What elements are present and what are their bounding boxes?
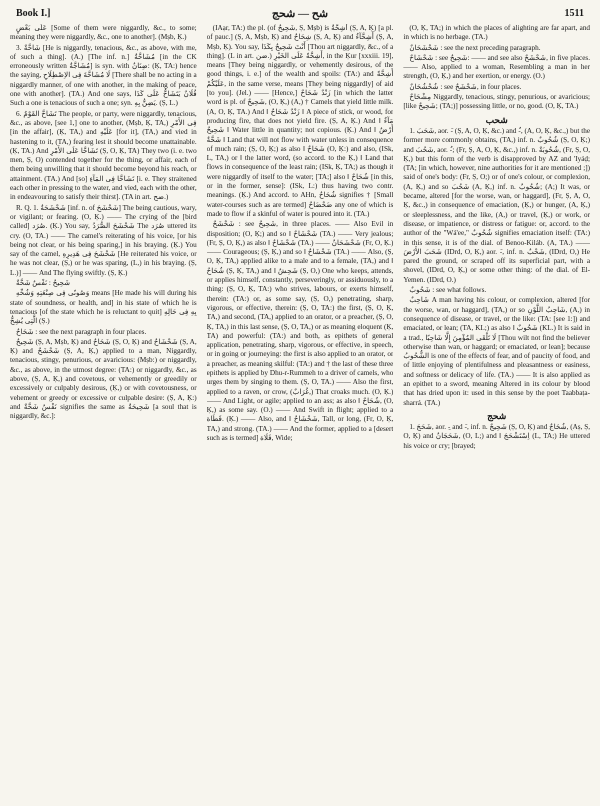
entry-paragraph: شَحْشَحَانٌ : see the next preceding paragraph. xyxy=(409,43,541,52)
root-heading: شح — شحج xyxy=(271,8,329,20)
entry-paragraph: شُحْشُحَانٌ : see شَحْشَحٌ, in four places. xyxy=(409,82,522,91)
entry-paragraph: شَحَاحٌ : see the next paragraph in four places. xyxy=(16,327,147,336)
entry-paragraph: شَحْشَحٌ : see شَحِيحٌ, in three places. —— Also Evil in disposition; (O, Ḳ;) and so ‖ شَحْشَاحٌ (TA.) —— Very jealous; (Fr, Ṣ, O, Ḳ,) as also ‖ شَحْشَاحٌ (TA.) —— شَحْشَحَانٌ (Fr, O, Ḳ.) —— Courageous; (Ṣ, Ḳ,) and so ‖ شَحْشَاحٌ (TA.) —— Also, (Ṣ, O, Ḳ, TA,) applied alike to a male and to a female, (TA,) and ‖ شُحَاحٌ (Ṣ, Ḳ, TA,) and ‖ شَحِشٌ (Ṣ, O,) One who keeps, attends, or applies himself, constantly, perseveringly, or assiduously, to a thing: (Ṣ, O, Ḳ, TA:) who strives, labours, or exerts himself, therein: (TA:) or, as some say, (Ṣ, O,) penetrating, sharp, vigorous, or effective, therein: (Ṣ, O, TA:) the first, (Ṣ, O, Ḳ, TA,) and second, (TA,) applied to an orator, or a preacher, (Ṣ, O, Ḳ, TA,) in this last sense, (Ṣ, O, TA,) or as meaning eloquent (Ḳ, TA) and powerful: (TA:) and both, as epithets of general application, penetrating, sharp, vigorous, or effective, in speech, or in going or journeying: the first is also applied to an orator, or a preacher, as meaning skilful: (TA:) and † the last of these three epithets is applied by Dhu-r-Rummeh to a driver of camels, who urges them by singing to them. (Ṣ, O, TA.) —— Also the first, applied to a raven, or crow, (غُرَابٌ,) That croaks much. (O, Ḳ.) —— And Light, or agile; applied to an ass; as also ‖ شُحَاحٌ, (O, Ḳ,) as some say. (O.) —— And Swift in flight; applied to a قَطَاة. (Ḳ.) —— Also, and ‖ شَحْشَاحٌ, Tall, or long, (Fr, O, Ḳ, TA,) and strong. (TA.) —— And the former, applied to a [desert such as is termed] فَلَاة, Wide; xyxy=(206,220,394,443)
entry-paragraph: 1. شَحَجَ, aor. ‑ِ and ‑َ, inf. n. شَحِيجٌ (Ṣ, O, Ḳ) and شُحَاجٌ, (Aṣ, Ṣ, O, Ḳ) and شَحَجَانٌ, (O, L;) and ‖ اِسْتَشْحَجَ (L, TA;) He uttered his voice or cry; [brayed; xyxy=(403,423,591,450)
root-heading: شحج xyxy=(487,410,507,421)
entry-paragraph: ﻋَﻠَﻰ ﺑَﻌْﺾٍ [Some of them were niggardly, &c., to some; meaning they were niggardly, &c., one to another]. (Mṣb, Ḳ.) xyxy=(10,24,197,42)
entry-paragraph: 6. تَشَاحَّ القَوْمُ The people, or party, were niggardly, tenacious, &c., as above, [see 1,] one to another, (Mṣb, Ḳ, TA,) فِى الأَمْرِ [in the affair], (Ḳ, TA,) and عَلَيْهِ [for it], (TA,) and vied in hastening to it, (TA,) fearing lest it should become unattainable. (Ḳ, TA.) And تَشَاحَّا عَلَى الأَمْرِ (Ṣ, O, Ḳ, TA) They two (i. e. two men, Ṣ, O) contended together for the thing, or affair, each of them being unwilling that it should become beyond his reach, or attainment. (TA.) And [so] تَشَاحَّا فِى المَآءِ [i. e. They straitened each other in pressing to the water, and vied, each with the other, in endeavouring to satisfy their thirst]. (TA in art. ضح.) xyxy=(10,109,197,202)
entry-paragraph: R. Q. 1. شَحْشَحَةٌ [inf. n. of شَحْشَحَ] The being cautious, wary, or vigilant; or fearing. (O, Ḳ.) —— The crying of the [bird called] صُرَد. (Ḳ.) You say, شَحْشَحَ الصُّرَدُ The صُرَد uttered its cry. (O, TA.) —— The camel's reiterating of his voice, [or his being not clear, or his being sparing,] in his braying. (Ḳ.) You say of the camel, شَحْشَحَ فِى هَدِيرِهِ [He reiterated his voice, or he was not clear, (Ṣ,) or he was sparing, (L,) in his braying. (Ṣ, L.)] —— And The flying swiftly. (Ṣ, Ḳ.) xyxy=(10,203,197,277)
page-header xyxy=(10,6,590,22)
entry-paragraph: (O, Ḳ, TA;) in which the places of alighting are far apart, and in which is no herbage. (TA.) xyxy=(403,24,591,42)
entry-paragraph: 1. شَحَبَ, aor. ‑َ (Ṣ, A, O, Ḳ, &c.) and ‑ُ, (A, O, Ḳ, &c.,) but the former more commonly obtains, (TA,) inf. n. شُحُوبٌ (Ṣ, O, Ḳ;) and شَحُبَ, aor. ‑ُ; (Fr, Ṣ, A, O, Ḳ, &c.,) inf. n. شُحُوبَةٌ, (Fr, Ṣ, O, Ḳ,) but this form of the verb is disapproved by AZ and 'Iyáḍ; (TA; [in which, however, nine authorities for it are mentioned ;]) said of one's body: (Fr, Ṣ, O;) or of one's colour, or complexion, (A, Ḳ,) and so شَحُبَ (A, Ḳ,) inf. n. شُحُوبٌ; (A;) It was, or became, altered [for the worse, wan, or haggard], (Fr, Ṣ, A, O, Ḳ, &c.,) in consequence of emaciation, (Ḳ,) or hunger, (A, Ḳ,) or sleeplessness, and the like, (A,) or travel, (Ḳ,) or work, or disease, or impatience, or distress or fatigue: or, accord. to the author of the "Wá'ee," شُحُوبٌ signifies emaciation itself: (TA:) in this sense, it is of the dial. of Benoo-Kiláb. (A, TA.) —— شَحَبَ الأَرْضَ (IDrd, O, Ḳ,) aor. ‑َ, inf. n. شَحْبٌ, (IDrd, O,) He pared the ground, or scraped off its superficial part, with a shovel, (IDrd, O, Ḳ,) or some other thing: of the dial. of El-Yemen. (IDrd, O.) xyxy=(403,126,591,284)
page-number: 1511 xyxy=(564,8,584,19)
entry-paragraph: شَحِيحٌ (Ṣ, A, Mṣb, Ḳ) and شَحَاحٌ (Ṣ, O, Ḳ) and شَحْشَاحٌ (Ṣ, A, Ḳ) and شَحْشَحٌ (Ṣ, A, Ḳ,) applied to a man, Niggardly, tenacious, stingy, penurious, or avaricious: (Mṣb:) or niggardly, &c., as above, in the utmost degree: (TA:) or niggardly, &c., as above, (Ṣ, A, Ḳ,) and covetous, or vehemently or greedily or excessively or culpably desirous, (Ḳ,) or with covetousness, or vehement or greedy or excessive or culpable desire: (Ṣ, A, Ḳ:) and نَفْسٌ شَحَّةٌ signifies the same as شَحِيحَةٌ [a soul that is niggardly, &c.]: xyxy=(10,337,197,421)
entry-paragraph: (IAạr, TA:) the pl. (of شَحِيحٌ, Ṣ, Mṣb) is أَشِحَّةٌ (Ṣ, A, Ḳ) [a pl. of pauc.] (Ṣ, A, Mṣb, Ḳ) and شِحَاحٌ (Ṣ, A, Ḳ) and أَشِحَّآءُ (Ṣ, A, Mṣb, Ḳ). You say, أَنْتَ شَحِيحٌ بِكَذَا [Thou art niggardly, &c., of a thing]. (L in art. ضن.) أَشِحَّةً عَلَى الخَيْرِ, in the Ḳur [xxxiii. 19], means [They being niggardly, or vehemently desirous, of the good things, i. e.] of the wealth and spoils: (TA:) and أَشِحَّةً عَلَيْكُمْ, in the same verse, means [They being niggardly] of aid [to you]. (Jel.) —— [Hence,] زَنْدٌ شَحَاحٌ [in which the latter word is pl. of شَحِيحٌ, (O, Ḳ,) (A,) † Camels that yield little milk. (A, O, Ḳ, TA.) And ‖ زَنْدٌ شَحَاحٌ ‖ A piece of stick, or wood, for producing fire, that does not yield fire. (Ṣ, A, Ḳ.) And ‖ مَآءٌ شَحِيحٌ ‖ Water little in quantity; not copious. (Ḳ.) And ‖ أَرْضٌ شَحَّةٌ ‖ Land that will not flow with water unless in consequence of much rain; (Ṣ, O, Ḳ;) as also ‖ شَحَاحٌ (O, Ḳ:) and also, (ISk, L, TA,) or ‖ the latter word, (so accord. to the Ḳ,) ‖ Land that flows in consequence of the least rain; (ISk, Ḳ, TA;) as though it were niggardly of itself to the water; [TA;] also ‖ شُحَاحٌ [in this, or in the former, sense]: (ISk, L:) thus having two contr. meanings. (Ḳ.) And accord. to AHn, شُحَاحٌ signifies † [Small water-courses such as are termed] ضَحْضَاحٌ any one of which is made to flow if a skinful of water is poured into it. (TA.) xyxy=(206,24,394,218)
entry-paragraph: شَحِيحٌ : نَفْسٌ شَحَّةٌ xyxy=(16,279,71,288)
book-label: Book I.] xyxy=(16,8,51,19)
entry-paragraph: مِشْحَاحٌ Niggardly, tenacious, stingy, penurious, or avaricious; [like شَحِيحٌ; (TA;)] possessing little, or no, good. (O, Ḳ, TA.) xyxy=(403,93,591,111)
entry-paragraph: شَاحِبٌ A man having his colour, or complexion, altered [for the worse, wan, or haggard], (TA,) or so شَاحِبُ اللَّوْنِ, (A,) in consequence of disease, or travel, or the like: (TA: [see 1:]) and emaciated, or lean; (TA, KL;) as also ‖ شَحُوبٌ (KL.) It is said in a trad., لَا تَلْقَى المُؤْمِنَ إِلَّا شَاحِبًا [Thou wilt not find the believer otherwise than wan, or haggard; or emaciated, or lean]; because الشُّحُوبُ is one of the effects of fear, and of paucity of food, and of little enjoying of plentifulness and pleasantness or easiness, and softness or delicacy of life. (TA.) —— It is also applied as an epithet to a sword, meaning Altered in its colour by blood that has dried upon it: used in this sense by the poet Taabbaṭa-sharrá. (TA.) xyxy=(403,296,591,407)
column-middle xyxy=(207,24,394,802)
root-heading: شحب xyxy=(485,114,508,125)
entry-paragraph: شَحُوبٌ : see what follows. xyxy=(409,286,487,295)
text-columns xyxy=(10,24,590,802)
column-left xyxy=(10,24,197,802)
entry-paragraph: وَصُونًى فِى صِنْعَتِهِ وَشُحِّهِ means [He made his will during his state of soundness, or health, and] in his state of which he is tenacious [of the state which he is reluctant to quit] بِهِ فِى حَالِهِ الَّتِى يُشِحُّ (Ṣ.) xyxy=(10,289,197,326)
entry-paragraph: شَحْشَاحٌ : see شَحِيحٌ: —— and see also شَحْشَحٌ, in five places. —— Also, applied to a woman, Resembling a man in her strength, (O, Ḳ,) and her exertion, or energy. (O.) xyxy=(403,53,591,81)
column-right xyxy=(403,24,590,802)
entry-paragraph: 3. شَاحَّةٌ [He is niggardly, tenacious, &c., as above, with me, of such a thing]. (A.) [The inf. n.] مُشَاحَّةٌ [in the CK erroneously written مُشَاجَّةٌ] is syn. with ضِنَانٌ: (Ḳ, TA:) hence the saying, لَا مُشَاحَّةَ فِى الاِصْطِلَاحِ [There shall be no acting in a niggardly manner, of one with another, in the making of peace, one with another]. (TA.) And one says, فُلَانٌ يَتَشَاحُّ عَلَى كَذَا Such a one is tenacious of such a one; syn. يَضِنُّ بِهِ. (Ṣ, L.) xyxy=(10,43,197,108)
